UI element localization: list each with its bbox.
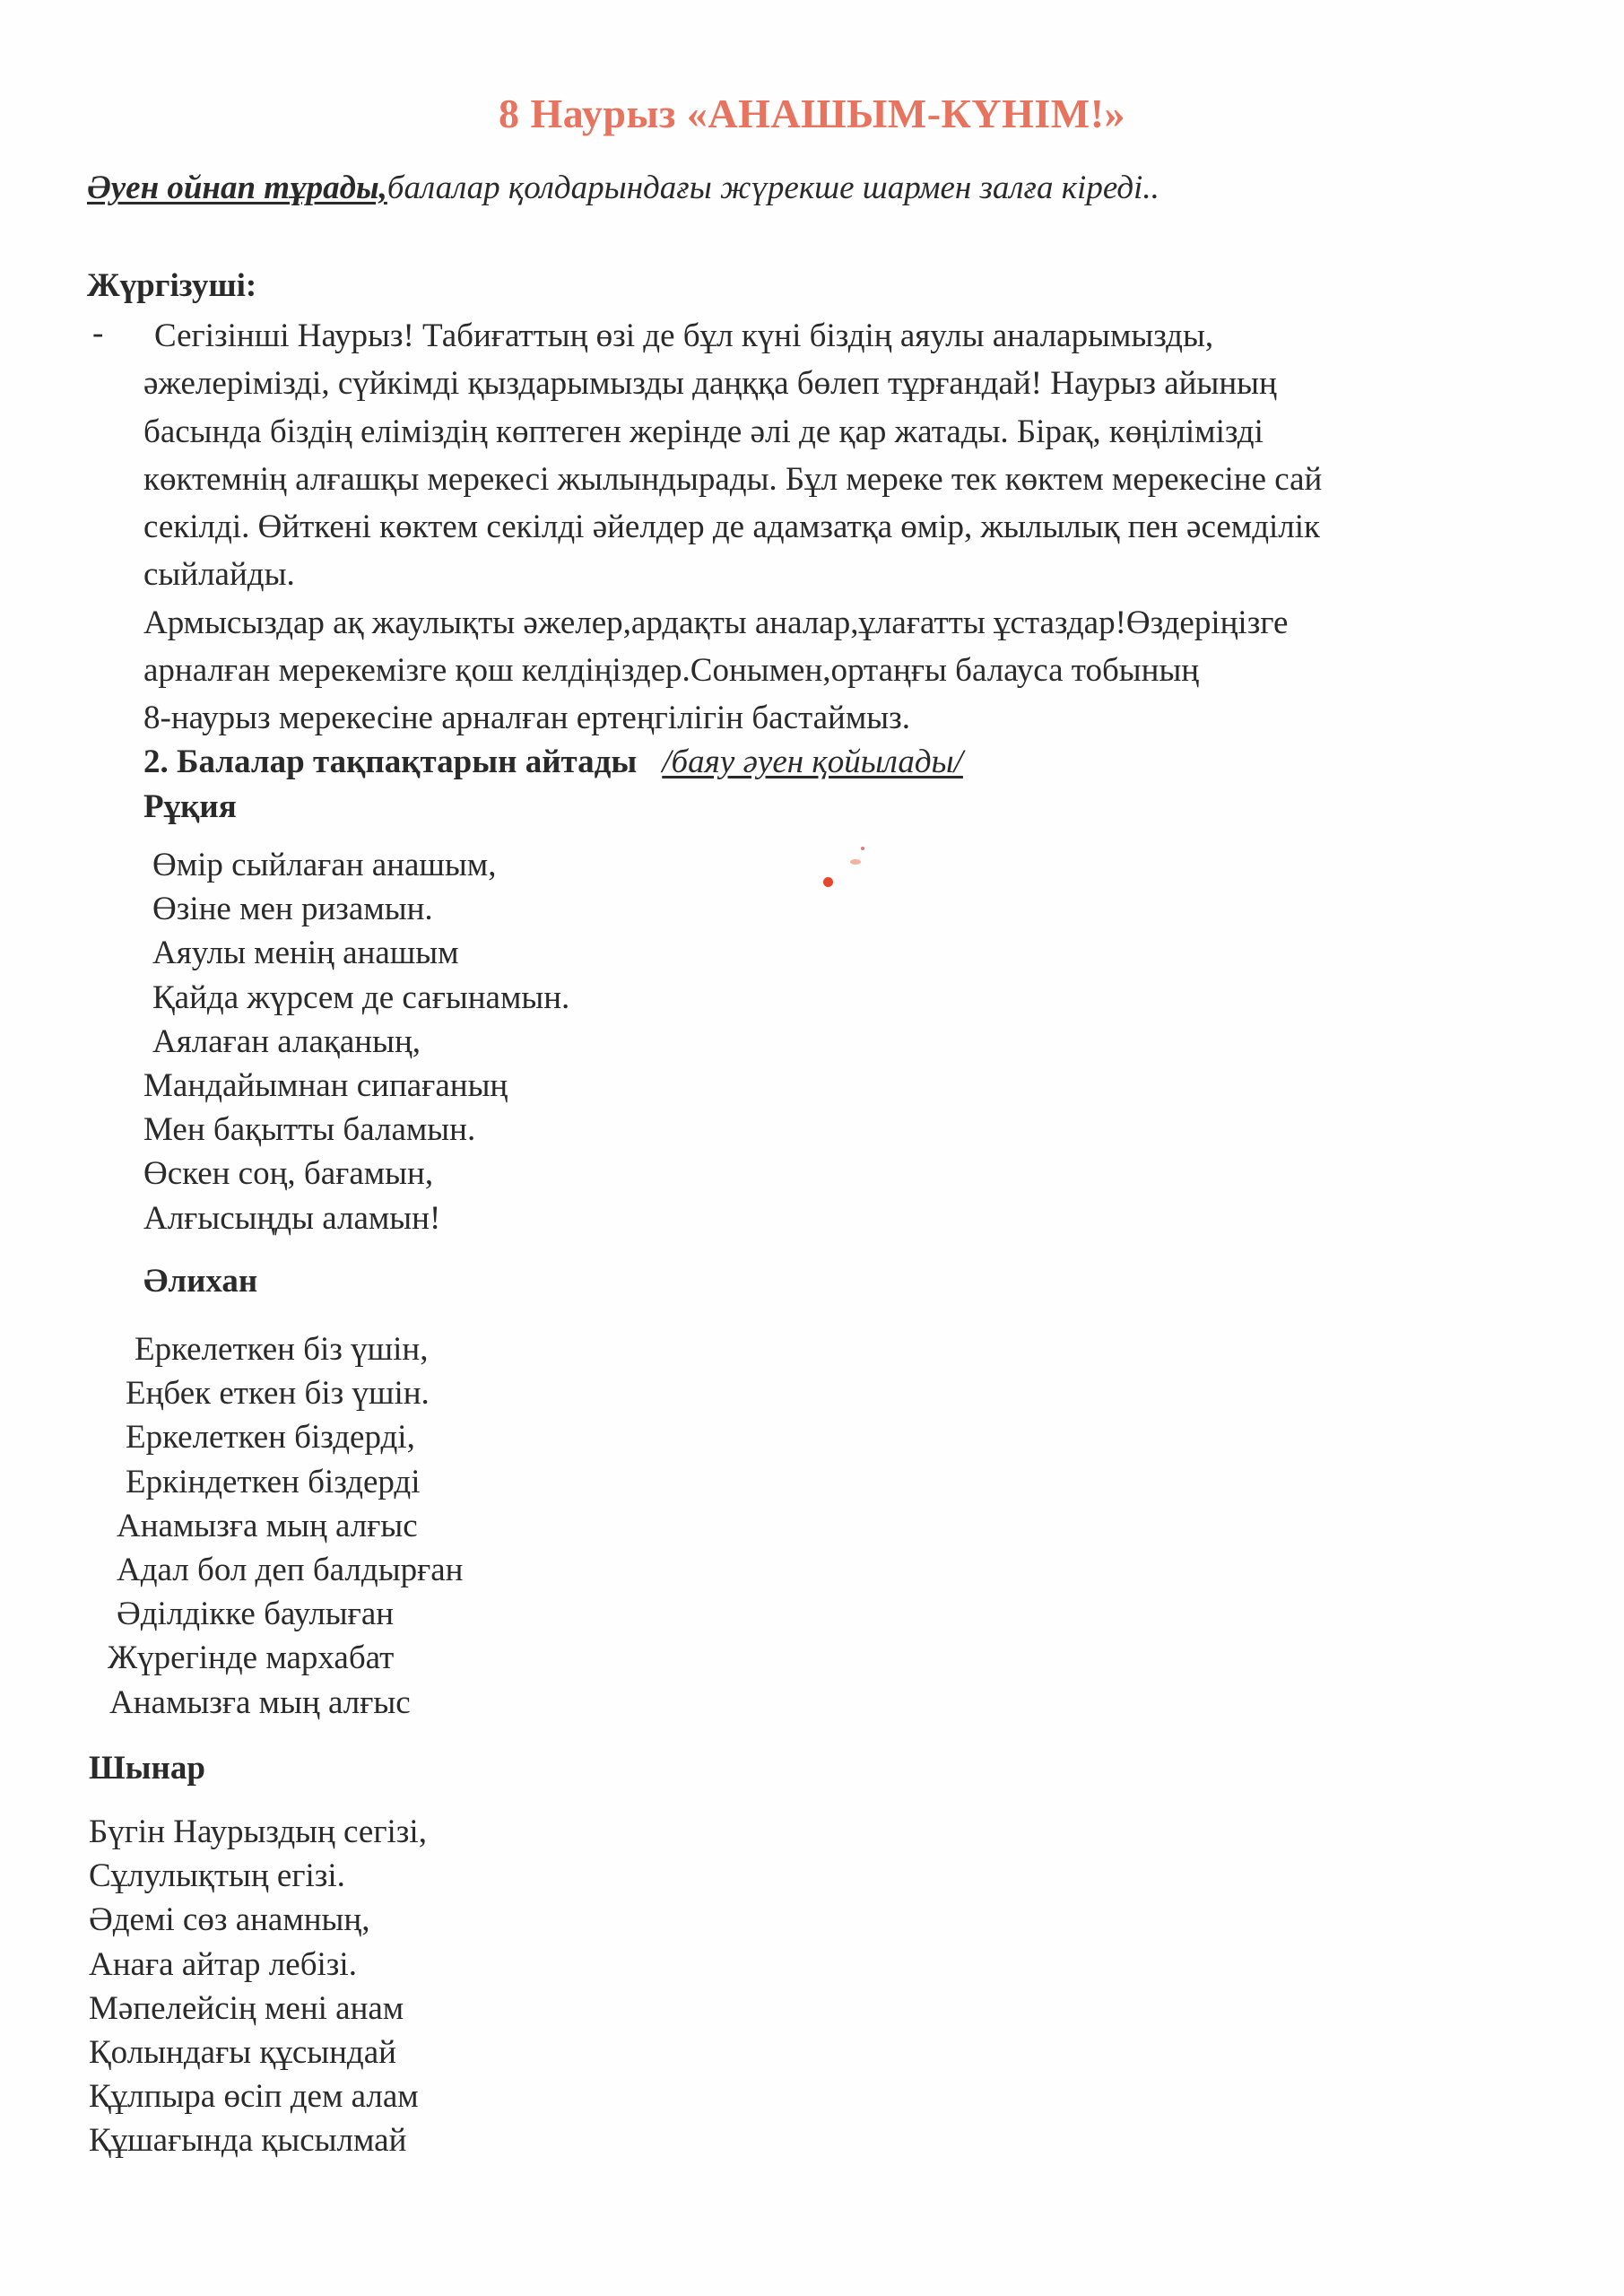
poem-line: Жүрегінде мархабат	[108, 1639, 395, 1677]
stage-direction-intro	[87, 169, 1159, 207]
document-title: 8 Наурыз «АНАШЫМ-КҮНІМ!»	[498, 91, 1126, 136]
poem-line: Сұлулықтың егізі.	[89, 1857, 345, 1895]
poem-alikhan	[108, 1327, 464, 1725]
poem-line: Алғысыңды аламын!	[143, 1199, 441, 1237]
host-speech	[143, 312, 1542, 743]
poem-line: Адал бол деп балдырған	[117, 1552, 464, 1589]
poem-shynar	[89, 1810, 427, 2163]
poem-line: Еркіндеткен біздерді	[126, 1463, 421, 1500]
poem-rukiya	[143, 843, 570, 1240]
reciter-name: Әлихан	[143, 1263, 258, 1300]
poem-line: Анамызға мың алғыс	[117, 1507, 418, 1544]
poem-line: Құлпыра өсіп дем алам	[89, 2078, 419, 2116]
speech-line: секілді. Өйткені көктем секілді әйелдер де адамзатқа өмір, жылылық пен әсемділік	[143, 509, 1321, 546]
speech-line: Армысыздар ақ жаулықты әжелер,ардақты аналар,ұлағатты ұстаздар!Өздеріңізге	[143, 604, 1289, 641]
speech-line: арналған мерекемізге қош келдіңіздер.Сонымен,ортаңғы балауса тобының	[143, 652, 1200, 690]
poem-line: Еңбек еткен біз үшін.	[126, 1375, 430, 1413]
scan-speck	[850, 859, 861, 865]
poem-line: Қолындағы құсындай	[89, 2034, 396, 2072]
poem-line: Еркелеткен біз үшін,	[135, 1331, 429, 1368]
poem-line: Мәпелейсің мені анам	[89, 1989, 404, 2027]
speech-line: 8-наурыз мерекесіне арналған ертеңгілігін бастаймыз.	[143, 700, 910, 737]
poem-line: Анамызға мың алғыс	[109, 1683, 411, 1721]
reciter-name: Рұқия	[143, 788, 237, 825]
poem-line: Әділдікке баулыған	[117, 1596, 395, 1633]
speech-line: көктемнің алғашқы мерекесі жылындырады. Бұл мереке тек көктем мерекесіне сай	[143, 460, 1323, 498]
poem-line: Аялаған алақаның,	[152, 1022, 421, 1060]
speech-line: сыйлайды.	[143, 556, 295, 594]
poem-line: Құшағында қысылмай	[89, 2122, 407, 2160]
section-heading-text: 2. Балалар тақпақтарын айтады	[143, 744, 638, 780]
poem-line: Өзіне мен ризамын.	[152, 891, 433, 928]
section-heading	[143, 743, 963, 781]
intro-text: балалар қолдарындағы жүрекше шармен залға кіреді..	[386, 170, 1159, 206]
list-bullet-dash: -	[92, 315, 104, 352]
section-stage-note: /баяу әуен қойылады/	[662, 744, 963, 780]
scan-speck	[823, 877, 833, 887]
speech-line: басында біздің еліміздің көптеген жерінде әлі де қар жатады. Бірақ, көңілімізді	[143, 413, 1264, 450]
poem-line: Әдемі сөз анамның,	[89, 1901, 370, 1939]
scan-speck	[861, 847, 864, 850]
poem-line: Анаға айтар лебізі.	[89, 1945, 357, 1983]
speech-line: Сегізінші Наурыз! Табиғаттың өзі де бұл күні біздің аяулы аналарымызды,	[154, 317, 1214, 354]
poem-line: Өскен соң, бағамын,	[143, 1155, 434, 1193]
poem-line: Бүгін Наурыздың сегізі,	[89, 1813, 427, 1850]
speech-line: әжелерімізді, сүйкімді қыздарымызды даңққа бөлеп тұрғандай! Наурыз айының	[143, 365, 1277, 403]
reciter-name: Шынар	[89, 1750, 205, 1787]
poem-line: Еркелеткен біздерді,	[126, 1419, 415, 1457]
poem-line: Мен бақытты баламын.	[143, 1111, 476, 1149]
host-label: Жүргізуші:	[87, 267, 257, 304]
poem-line: Қайда жүрсем де сағынамын.	[152, 978, 570, 1016]
poem-line: Аяулы менің анашым	[152, 935, 459, 972]
poem-line: Мандайымнан сипағаның	[143, 1067, 508, 1105]
poem-line: Өмір сыйлаған анашым,	[152, 847, 497, 883]
intro-underlined-text: Әуен ойнап тұрады,	[87, 170, 387, 206]
